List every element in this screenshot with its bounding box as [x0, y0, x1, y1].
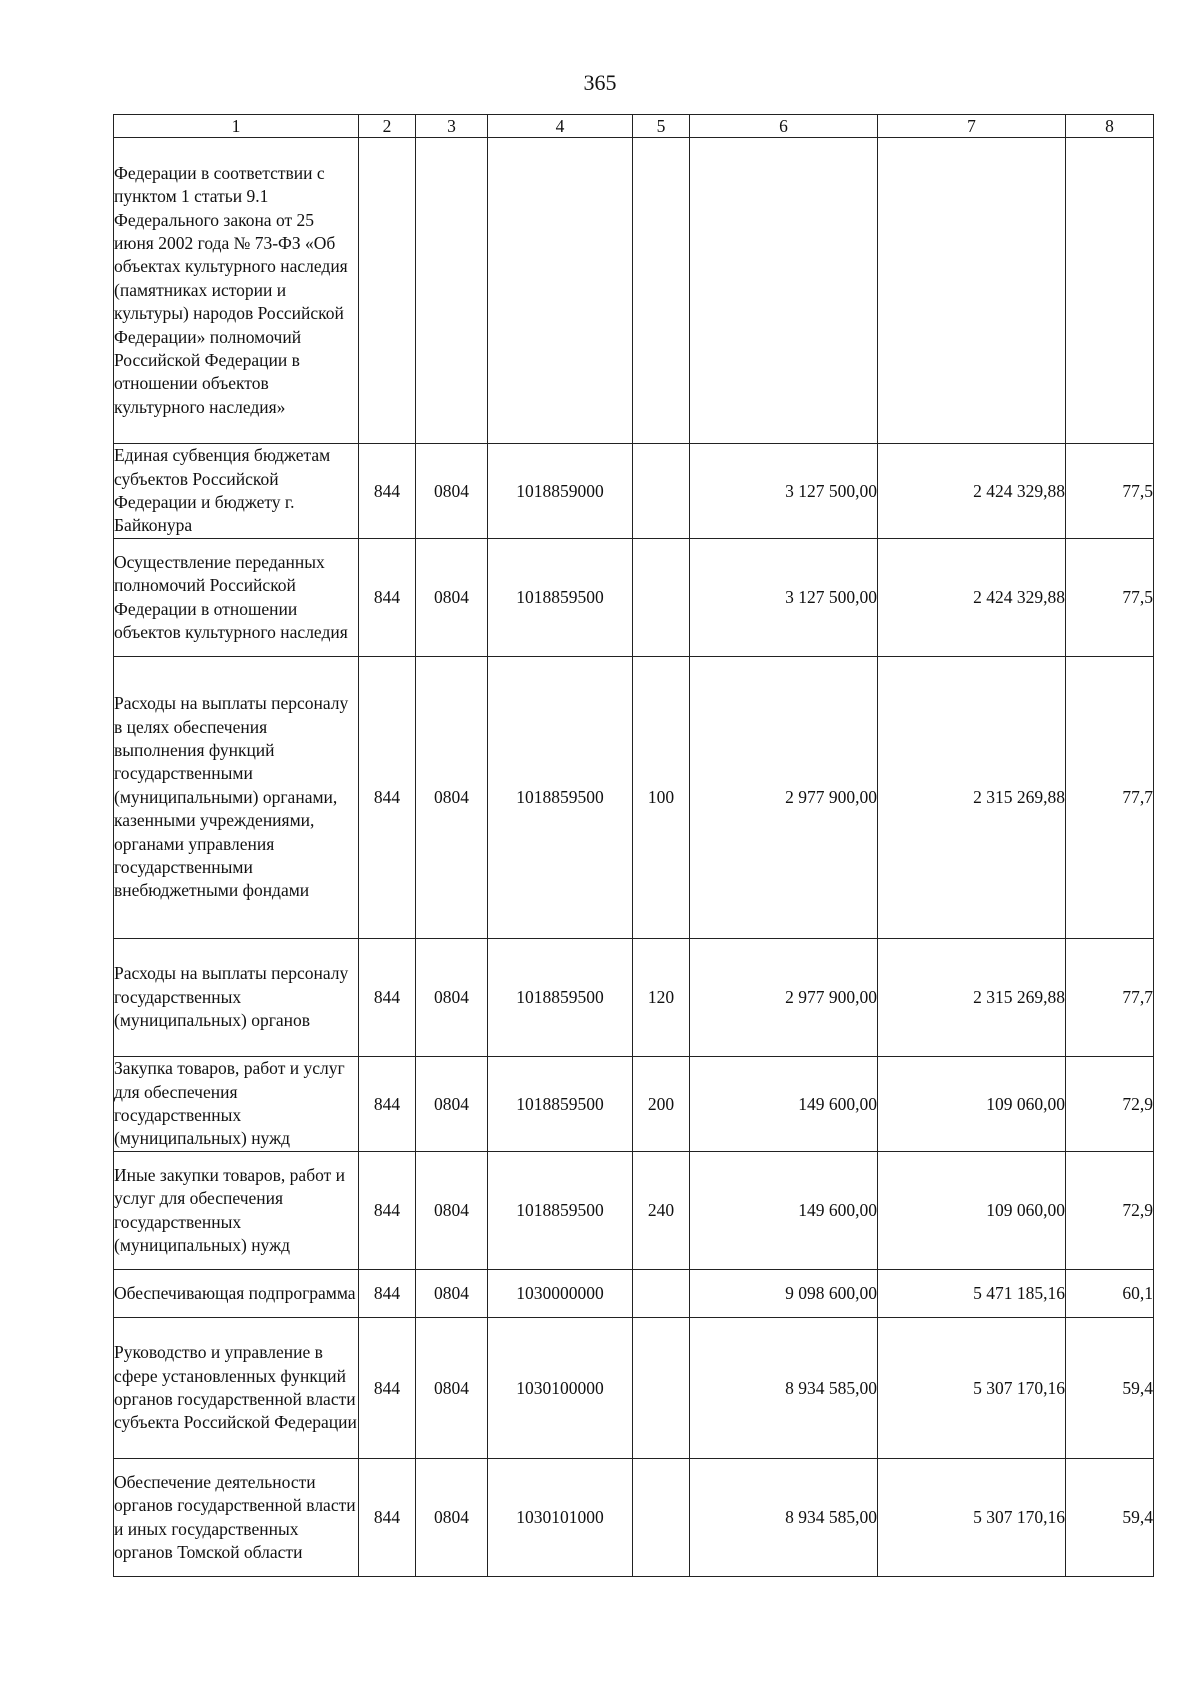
- cell-col4: 1018859500: [488, 539, 633, 657]
- cell-col5: 200: [633, 1057, 690, 1152]
- cell-col6: 149 600,00: [690, 1057, 878, 1152]
- row-name: Единая субвенция бюджетам субъектов Российской Федерации и бюджету г. Байконура: [114, 444, 359, 539]
- row-name: Обеспечение деятельности органов государственной власти и иных государственных органов Томской области: [114, 1459, 359, 1577]
- cell-col7: 2 315 269,88: [878, 657, 1066, 939]
- cell-col7: 2 424 329,88: [878, 539, 1066, 657]
- cell-col8: 72,9: [1066, 1057, 1154, 1152]
- cell-col6: 149 600,00: [690, 1152, 878, 1270]
- row-name: Обеспечивающая подпрограмма: [114, 1270, 359, 1318]
- cell-col4: 1018859000: [488, 444, 633, 539]
- cell-col4: 1018859500: [488, 939, 633, 1057]
- cell-col5: [633, 1270, 690, 1318]
- cell-col2: 844: [359, 1318, 416, 1459]
- cell-col5: [633, 1318, 690, 1459]
- cell-col3: 0804: [416, 539, 488, 657]
- cell-col5: 100: [633, 657, 690, 939]
- cell-col6: 3 127 500,00: [690, 444, 878, 539]
- cell-col4: 1030100000: [488, 1318, 633, 1459]
- cell-col3: 0804: [416, 1057, 488, 1152]
- cell-col5: 120: [633, 939, 690, 1057]
- cell-col4: [488, 138, 633, 444]
- table-row: [114, 138, 1154, 444]
- cell-col7: 5 307 170,16: [878, 1459, 1066, 1577]
- cell-col2: 844: [359, 657, 416, 939]
- cell-col8: 59,4: [1066, 1459, 1154, 1577]
- cell-col7: 2 315 269,88: [878, 939, 1066, 1057]
- column-header: 6: [690, 115, 878, 138]
- cell-col7: 109 060,00: [878, 1152, 1066, 1270]
- cell-col2: 844: [359, 539, 416, 657]
- table-row: [114, 1057, 1154, 1152]
- row-name: Осуществление переданных полномочий Российской Федерации в отношении объектов культурного наследия: [114, 539, 359, 657]
- column-header: 5: [633, 115, 690, 138]
- column-header: 2: [359, 115, 416, 138]
- cell-col3: 0804: [416, 1152, 488, 1270]
- row-name: Расходы на выплаты персоналу государственных (муниципальных) органов: [114, 939, 359, 1057]
- table-row: [114, 1318, 1154, 1459]
- table-row: [114, 539, 1154, 657]
- cell-col4: 1030101000: [488, 1459, 633, 1577]
- cell-col2: [359, 138, 416, 444]
- table-row: [114, 1152, 1154, 1270]
- cell-col3: 0804: [416, 939, 488, 1057]
- column-header: 4: [488, 115, 633, 138]
- row-name: Закупка товаров, работ и услуг для обеспечения государственных (муниципальных) нужд: [114, 1057, 359, 1152]
- cell-col7: [878, 138, 1066, 444]
- cell-col6: 8 934 585,00: [690, 1459, 878, 1577]
- cell-col6: [690, 138, 878, 444]
- cell-col5: [633, 539, 690, 657]
- cell-col6: 2 977 900,00: [690, 657, 878, 939]
- cell-col2: 844: [359, 444, 416, 539]
- cell-col2: 844: [359, 1057, 416, 1152]
- column-header: 7: [878, 115, 1066, 138]
- table-row: [114, 657, 1154, 939]
- cell-col7: 2 424 329,88: [878, 444, 1066, 539]
- cell-col7: 5 471 185,16: [878, 1270, 1066, 1318]
- column-header: 8: [1066, 115, 1154, 138]
- table-row: [114, 444, 1154, 539]
- cell-col8: 72,9: [1066, 1152, 1154, 1270]
- table-row: [114, 1270, 1154, 1318]
- cell-col8: 77,7: [1066, 939, 1154, 1057]
- cell-col3: 0804: [416, 1318, 488, 1459]
- table-row: [114, 939, 1154, 1057]
- row-name: Иные закупки товаров, работ и услуг для обеспечения государственных (муниципальных) нужд: [114, 1152, 359, 1270]
- cell-col8: 77,5: [1066, 539, 1154, 657]
- cell-col4: 1030000000: [488, 1270, 633, 1318]
- cell-col3: 0804: [416, 1270, 488, 1318]
- cell-col8: 77,5: [1066, 444, 1154, 539]
- cell-col7: 5 307 170,16: [878, 1318, 1066, 1459]
- cell-col8: 59,4: [1066, 1318, 1154, 1459]
- cell-col8: [1066, 138, 1154, 444]
- cell-col4: 1018859500: [488, 1152, 633, 1270]
- cell-col5: [633, 1459, 690, 1577]
- cell-col6: 3 127 500,00: [690, 539, 878, 657]
- cell-col2: 844: [359, 1152, 416, 1270]
- row-name: Федерации в соответствии с пунктом 1 статьи 9.1 Федерального закона от 25 июня 2002 года № 73-ФЗ «Об объектах культурного наследия (памятниках истории и культуры) народов Российской Федерации» полномочий Российской Федерации в отношении объектов культурного наследия»: [114, 138, 359, 444]
- budget-table: [113, 114, 1154, 1577]
- cell-col6: 8 934 585,00: [690, 1318, 878, 1459]
- cell-col4: 1018859500: [488, 1057, 633, 1152]
- cell-col3: 0804: [416, 1459, 488, 1577]
- cell-col3: 0804: [416, 444, 488, 539]
- cell-col4: 1018859500: [488, 657, 633, 939]
- cell-col3: [416, 138, 488, 444]
- column-header: 1: [114, 115, 359, 138]
- cell-col2: 844: [359, 1459, 416, 1577]
- header-row: [114, 115, 1154, 138]
- cell-col7: 109 060,00: [878, 1057, 1066, 1152]
- cell-col5: [633, 444, 690, 539]
- cell-col5: [633, 138, 690, 444]
- table-row: [114, 1459, 1154, 1577]
- cell-col2: 844: [359, 939, 416, 1057]
- row-name: Руководство и управление в сфере установленных функций органов государственной власти субъекта Российской Федерации: [114, 1318, 359, 1459]
- page-number: 365: [583, 70, 617, 95]
- cell-col8: 60,1: [1066, 1270, 1154, 1318]
- cell-col6: 9 098 600,00: [690, 1270, 878, 1318]
- cell-col5: 240: [633, 1152, 690, 1270]
- cell-col8: 77,7: [1066, 657, 1154, 939]
- row-name: Расходы на выплаты персоналу в целях обеспечения выполнения функций государственными (муниципальными) органами, казенными учреждениями, органами управления государственными внебюджетными фондами: [114, 657, 359, 939]
- cell-col6: 2 977 900,00: [690, 939, 878, 1057]
- cell-col2: 844: [359, 1270, 416, 1318]
- column-header: 3: [416, 115, 488, 138]
- cell-col3: 0804: [416, 657, 488, 939]
